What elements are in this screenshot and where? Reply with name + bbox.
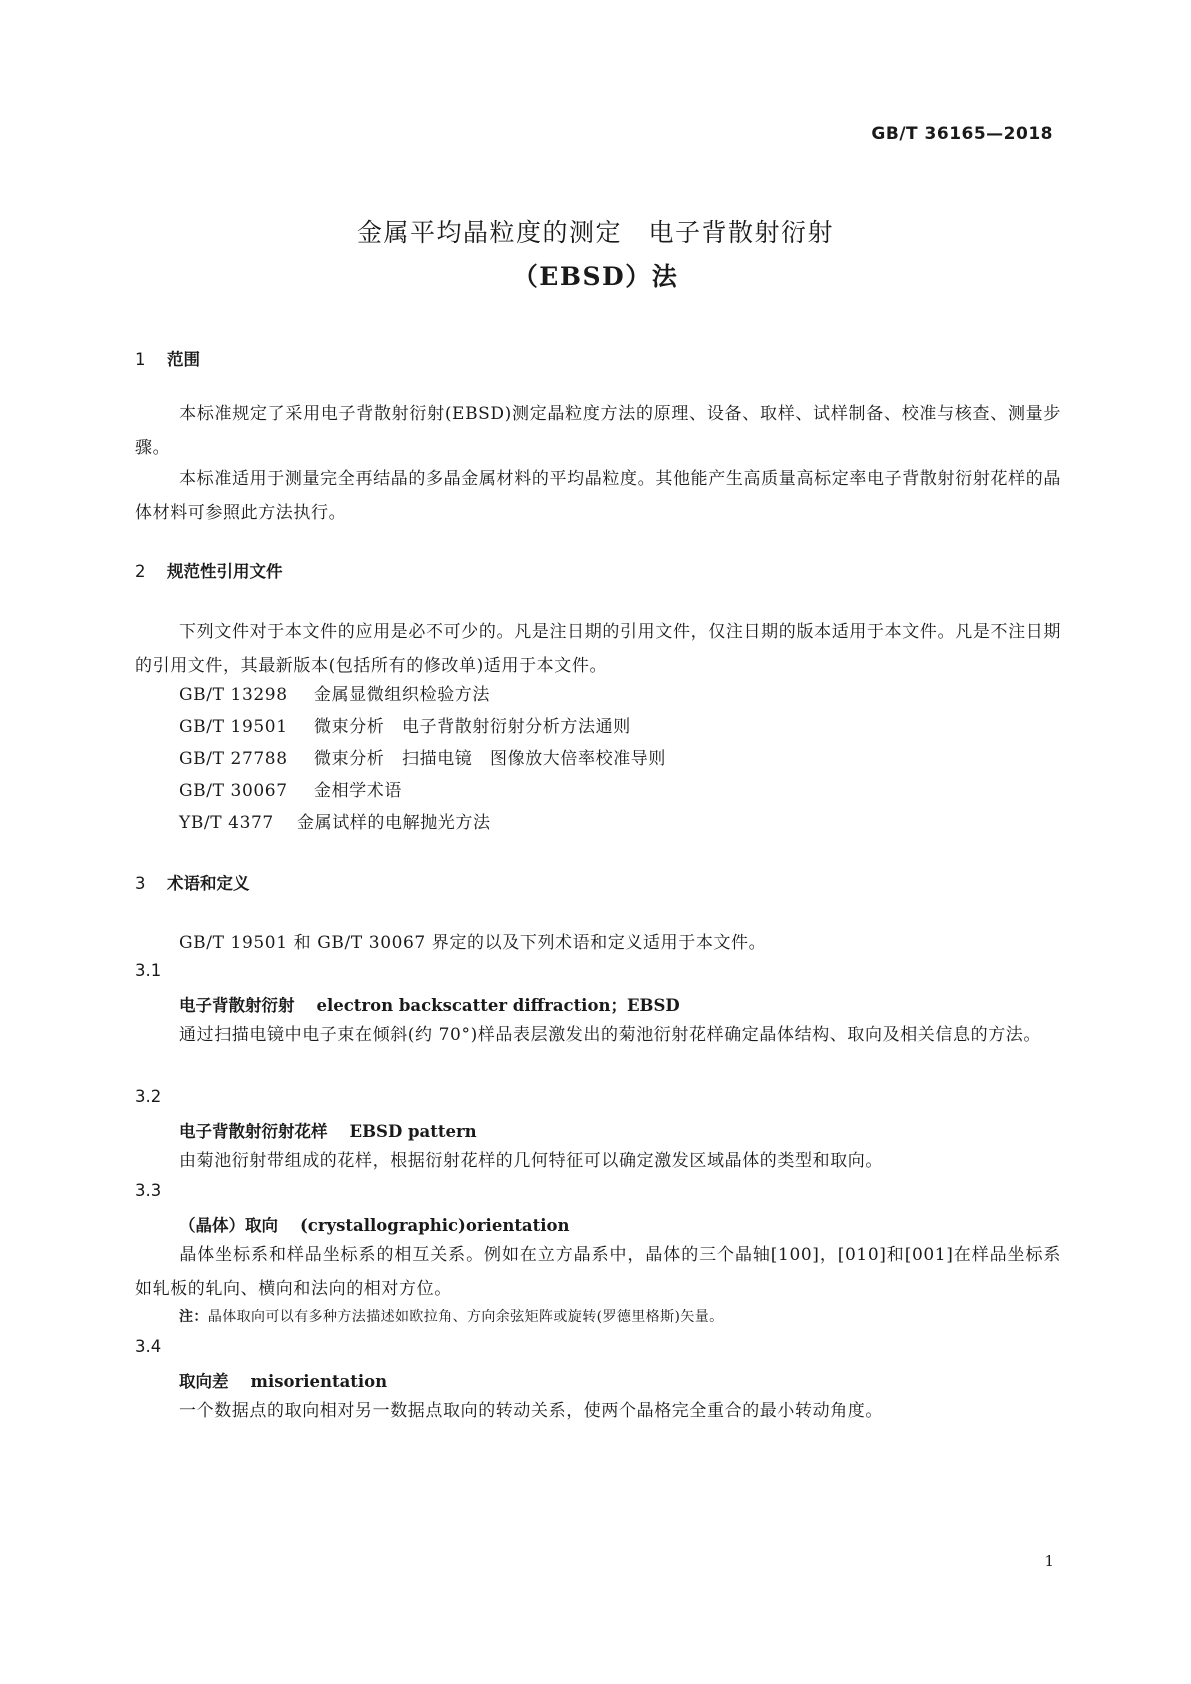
term-definition — [135, 1018, 1061, 1052]
section-1-number: 1 — [135, 350, 146, 369]
section-2-number: 2 — [135, 562, 146, 581]
term-chinese: 取向差 — [179, 1372, 229, 1391]
reference-item — [179, 712, 631, 737]
section-2-title: 规范性引用文件 — [167, 562, 283, 581]
section-1-paragraph-1 — [135, 397, 1061, 465]
term-english: misorientation — [250, 1372, 388, 1391]
term-english: (crystallographic)orientation — [300, 1216, 570, 1235]
term-definition-text: 由菊池衍射带组成的花样，根据衍射花样的几何特征可以确定激发区域晶体的类型和取向。 — [179, 1151, 883, 1171]
note-text: 晶体取向可以有多种方法描述如欧拉角、方向余弦矩阵或旋转(罗德里格斯)矢量。 — [207, 1309, 724, 1325]
section-1-p1-text: 本标准规定了采用电子背散射衍射(EBSD)测定晶粒度方法的原理、设备、取样、试样制备、校准与核查、测量步骤。 — [135, 404, 1061, 458]
term-heading — [179, 992, 680, 1016]
term-definition-text: 通过扫描电镜中电子束在倾斜(约 70°)样品表层激发出的菊池衍射花样确定晶体结构、取向及相关信息的方法。 — [179, 1025, 1041, 1045]
reference-title: 微束分析 电子背散射衍射分析方法通则 — [314, 717, 631, 737]
term-heading — [179, 1368, 387, 1392]
section-1-title: 范围 — [167, 350, 200, 369]
reference-item — [179, 776, 402, 801]
section-1-p2-text: 本标准适用于测量完全再结晶的多晶金属材料的平均晶粒度。其他能产生高质量高标定率电子背散射衍射花样的晶体材料可参照此方法执行。 — [135, 469, 1061, 523]
document-title-line2: （EBSD）法 — [512, 262, 679, 291]
term-heading — [179, 1212, 570, 1236]
section-1-heading — [135, 346, 200, 370]
reference-title: 金属试样的电解抛光方法 — [297, 813, 491, 833]
term-note — [179, 1306, 724, 1326]
reference-code: GB/T 19501 — [179, 717, 288, 737]
document-title-line1: 金属平均晶粒度的测定 电子背散射衍射 — [356, 218, 834, 247]
reference-title: 金相学术语 — [314, 781, 402, 801]
term-definition — [135, 1144, 1061, 1178]
term-number: 3.1 — [135, 961, 162, 980]
term-definition-text: 一个数据点的取向相对另一数据点取向的转动关系，使两个晶格完全重合的最小转动角度。 — [179, 1401, 883, 1421]
term-definition — [135, 1238, 1061, 1306]
term-number: 3.2 — [135, 1087, 162, 1106]
reference-code: GB/T 27788 — [179, 749, 288, 769]
term-chinese: 电子背散射衍射 — [179, 996, 295, 1015]
page-number: 1 — [1044, 1552, 1054, 1570]
term-chinese: （晶体）取向 — [179, 1216, 278, 1235]
reference-code: GB/T 13298 — [179, 685, 288, 705]
standard-number: GB/T 36165—2018 — [871, 124, 1053, 144]
term-english: EBSD pattern — [349, 1122, 477, 1141]
section-2-paragraph-1 — [135, 615, 1061, 683]
term-chinese: 电子背散射衍射花样 — [179, 1122, 328, 1141]
term-english: electron backscatter diffraction；EBSD — [316, 996, 680, 1015]
term-number: 3.4 — [135, 1337, 162, 1356]
term-definition — [135, 1394, 1061, 1428]
reference-code: YB/T 4377 — [179, 813, 274, 833]
section-3-intro: GB/T 19501 和 GB/T 30067 界定的以及下列术语和定义适用于本文件。 — [179, 933, 767, 953]
section-2-heading — [135, 558, 283, 582]
term-definition-text: 晶体坐标系和样品坐标系的相互关系。例如在立方晶系中，晶体的三个晶轴[100]，[010]和[001]在样品坐标系如轧板的轧向、横向和法向的相对方位。 — [135, 1245, 1061, 1299]
section-1-paragraph-2 — [135, 462, 1061, 530]
reference-item — [179, 808, 491, 833]
term-heading — [179, 1118, 477, 1142]
section-2-p1-text: 下列文件对于本文件的应用是必不可少的。凡是注日期的引用文件，仅注日期的版本适用于本文件。凡是不注日期的引用文件，其最新版本(包括所有的修改单)适用于本文件。 — [135, 622, 1061, 676]
section-3-number: 3 — [135, 874, 146, 893]
section-3-title: 术语和定义 — [167, 874, 250, 893]
reference-code: GB/T 30067 — [179, 781, 288, 801]
reference-title: 金属显微组织检验方法 — [314, 685, 490, 705]
term-number: 3.3 — [135, 1181, 162, 1200]
reference-item — [179, 680, 490, 705]
section-3-heading — [135, 870, 250, 894]
reference-item — [179, 744, 666, 769]
reference-title: 微束分析 扫描电镜 图像放大倍率校准导则 — [314, 749, 666, 769]
note-label: 注： — [179, 1309, 208, 1325]
